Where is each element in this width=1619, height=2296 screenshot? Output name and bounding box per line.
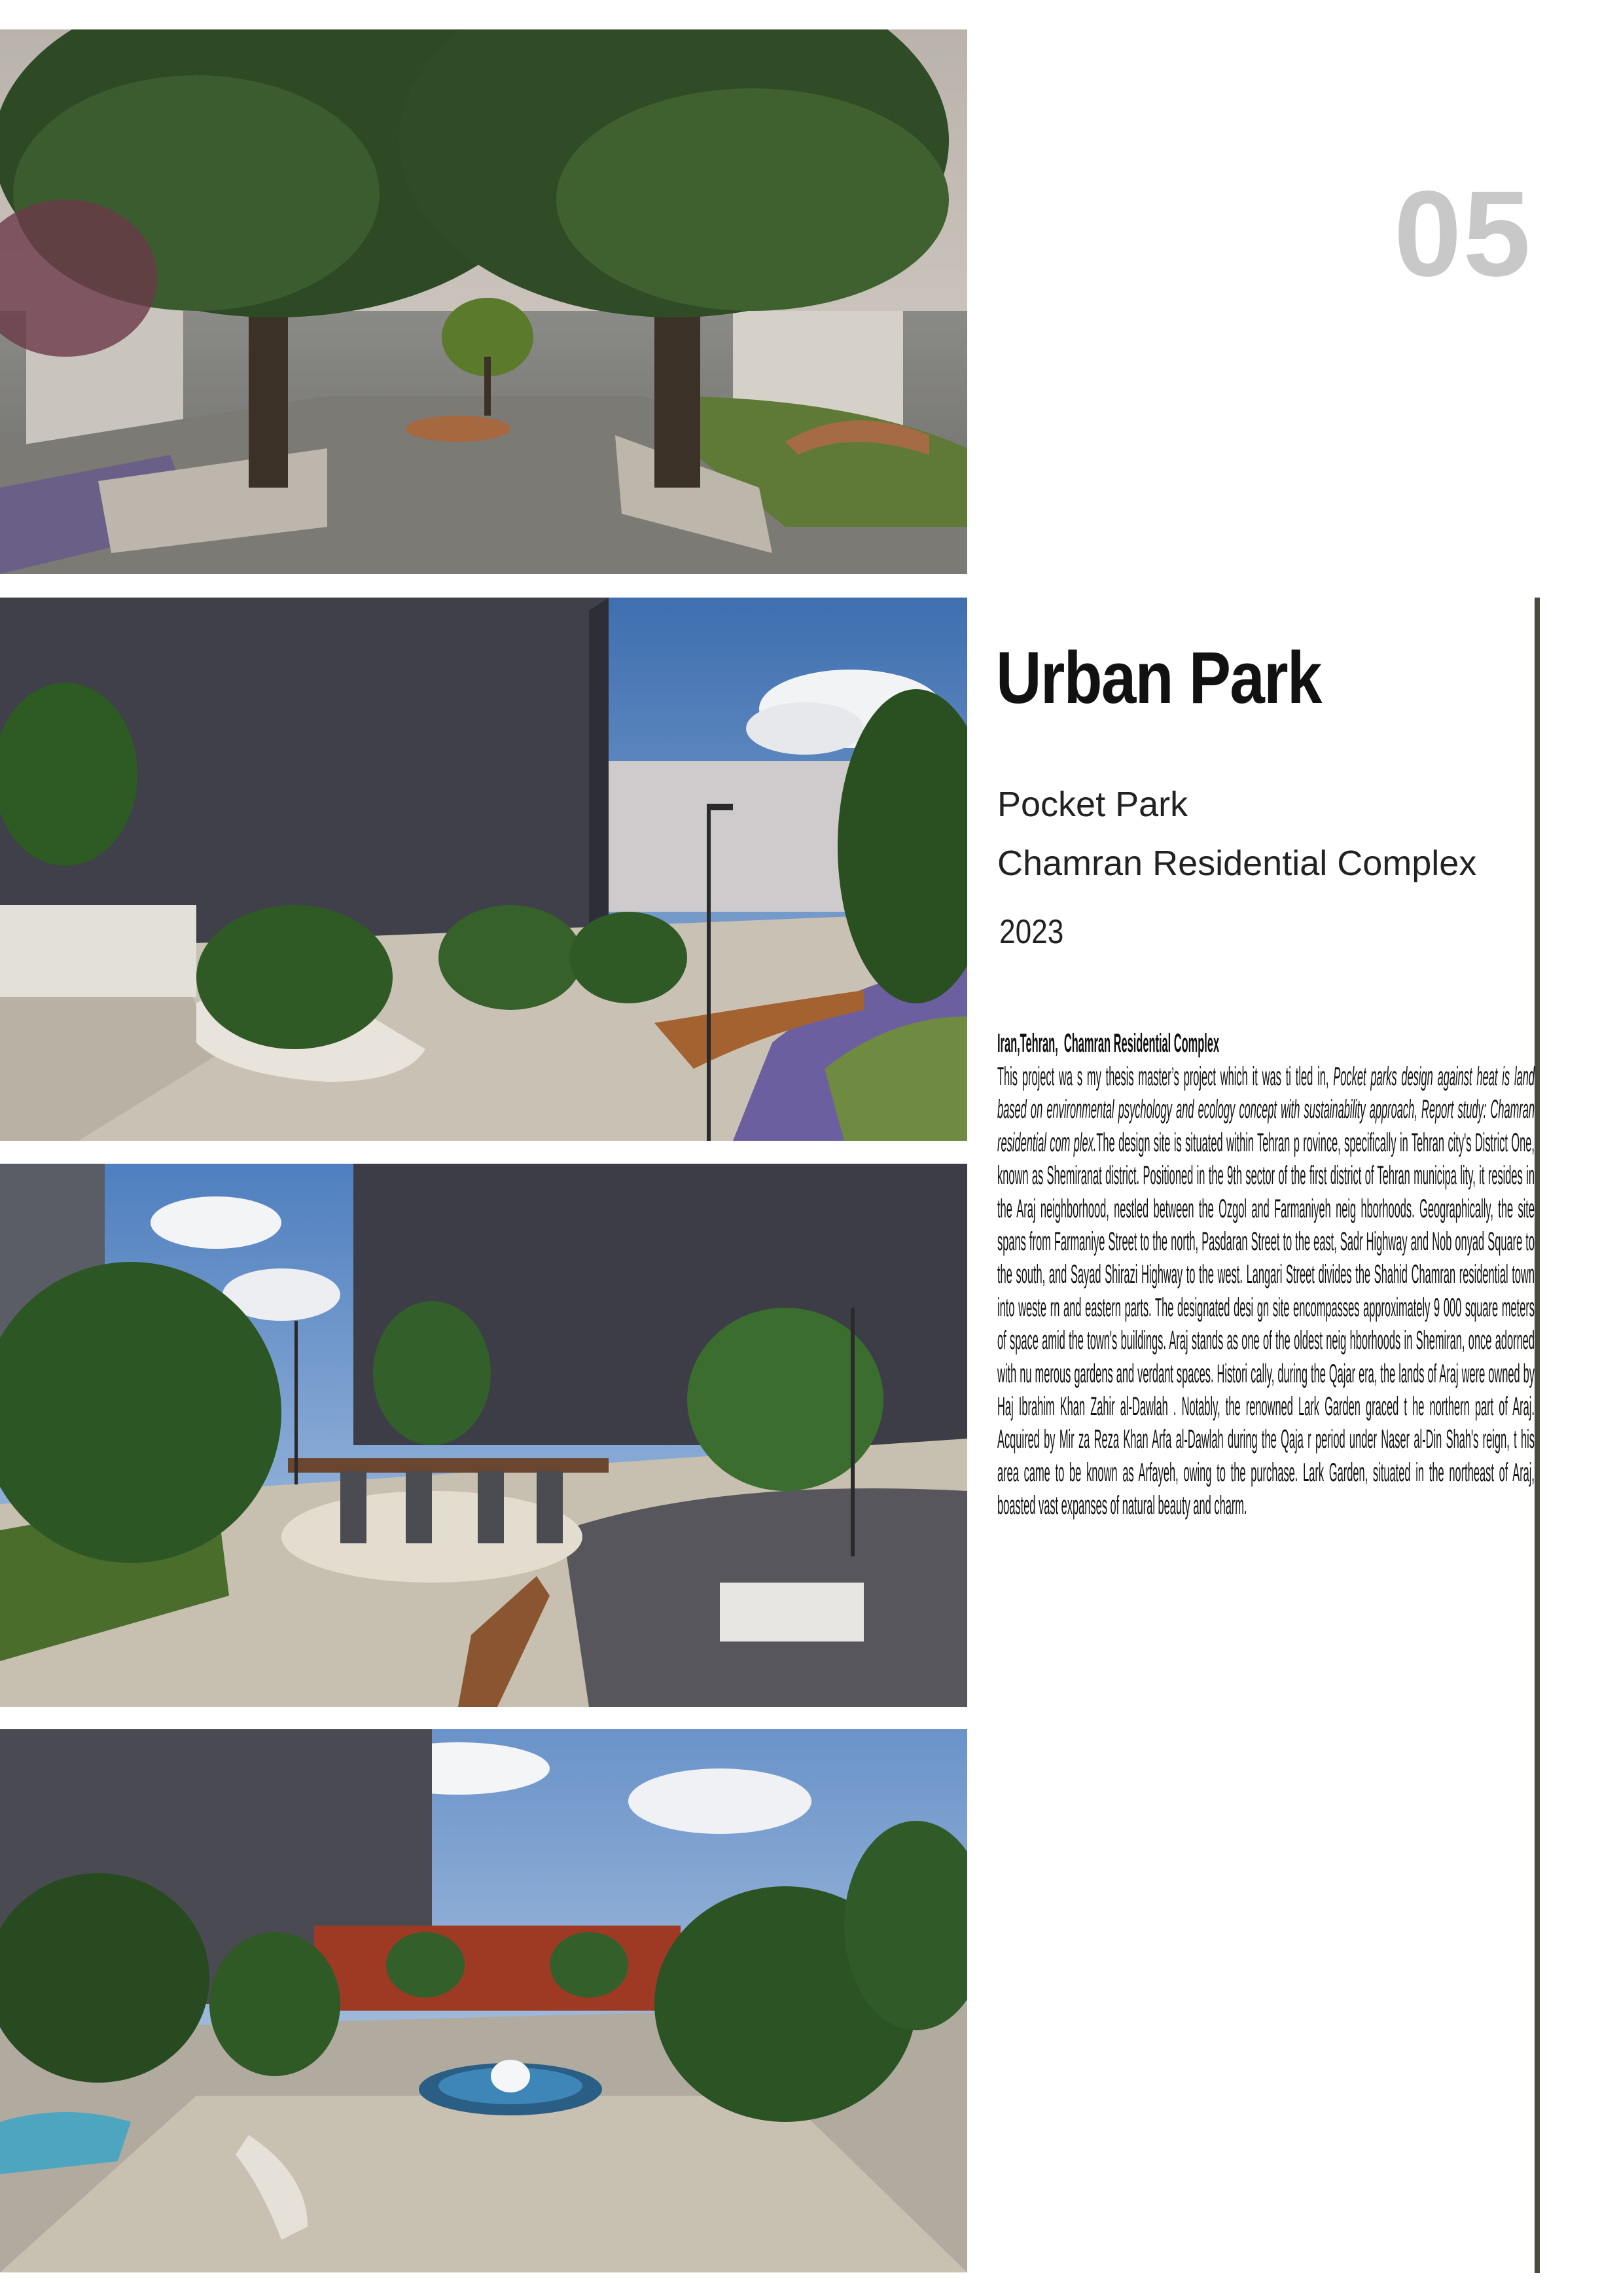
thesis-title: Pocket parks design against heat is land based on environmental psychology and ecology concept with sustainability approach, Report study: Chamran residential com plex. bbox=[997, 1062, 1535, 1157]
project-year: 2023 bbox=[999, 913, 1064, 951]
project-location: Iran,Tehran, Chamran Residential Complex bbox=[997, 1029, 1220, 1058]
render-plaza-under-trees bbox=[0, 29, 967, 574]
project-subtitle-pocket-park: Pocket Park bbox=[997, 785, 1188, 824]
project-title: Urban Park bbox=[996, 637, 1321, 719]
project-subtitle-complex: Chamran Residential Complex bbox=[997, 844, 1477, 883]
side-divider-rule bbox=[1535, 598, 1540, 2273]
project-description-block bbox=[997, 1026, 1535, 1522]
render-fountain-courtyard bbox=[0, 1729, 967, 2272]
render-aerial-pocket-park bbox=[0, 598, 967, 1141]
project-description bbox=[997, 1060, 1535, 1522]
render-pergola-plaza bbox=[0, 1164, 967, 1707]
page-number: 05 bbox=[1394, 166, 1532, 302]
description-intro: This project wa s my thesis master’s project which it was ti tled in, bbox=[997, 1062, 1334, 1091]
description-body: The design site is situated within Tehran p rovince, specifically in Tehran city's District One, known as Shemiranat district. Positioned in the 9th sector of the first district of Tehran municipa lity, it resides in the Araj neighborhood, nestled between the Ozgol and Farmaniyeh neig hborhoods. Geographically, the site spans from Farmaniye Street to the north, Pasdaran Street to the east, Sadr Highway and Nob onyad Square to the south, and Sayad Shirazi Highway to the west. Langari Street divides the Shahid Chamran residential town into weste rn and eastern parts. The designated desi gn site encompasses approximately 9 000 square meters of space amid the town's buildings. Araj stands as one of the oldest neig hborhoods in Shemiran, once adorned with nu merous gardens and verdant spaces. Histori cally, during the Qajar era, the lands of Araj were owned by Haj Ibrahim Khan Zahir al-Dawlah . Notably, the renowned Lark Garden graced t he northern part of Araj. Acquired by Mir za Reza Khan Arfa al-Dawlah during the Qaja r period under Naser al-Din Shah's reign, t his area came to be known as Arfayeh, owing to the purchase. Lark Garden, situated in the northeast of Araj, boasted vast expanses of natural beauty and charm. bbox=[997, 1128, 1535, 1520]
